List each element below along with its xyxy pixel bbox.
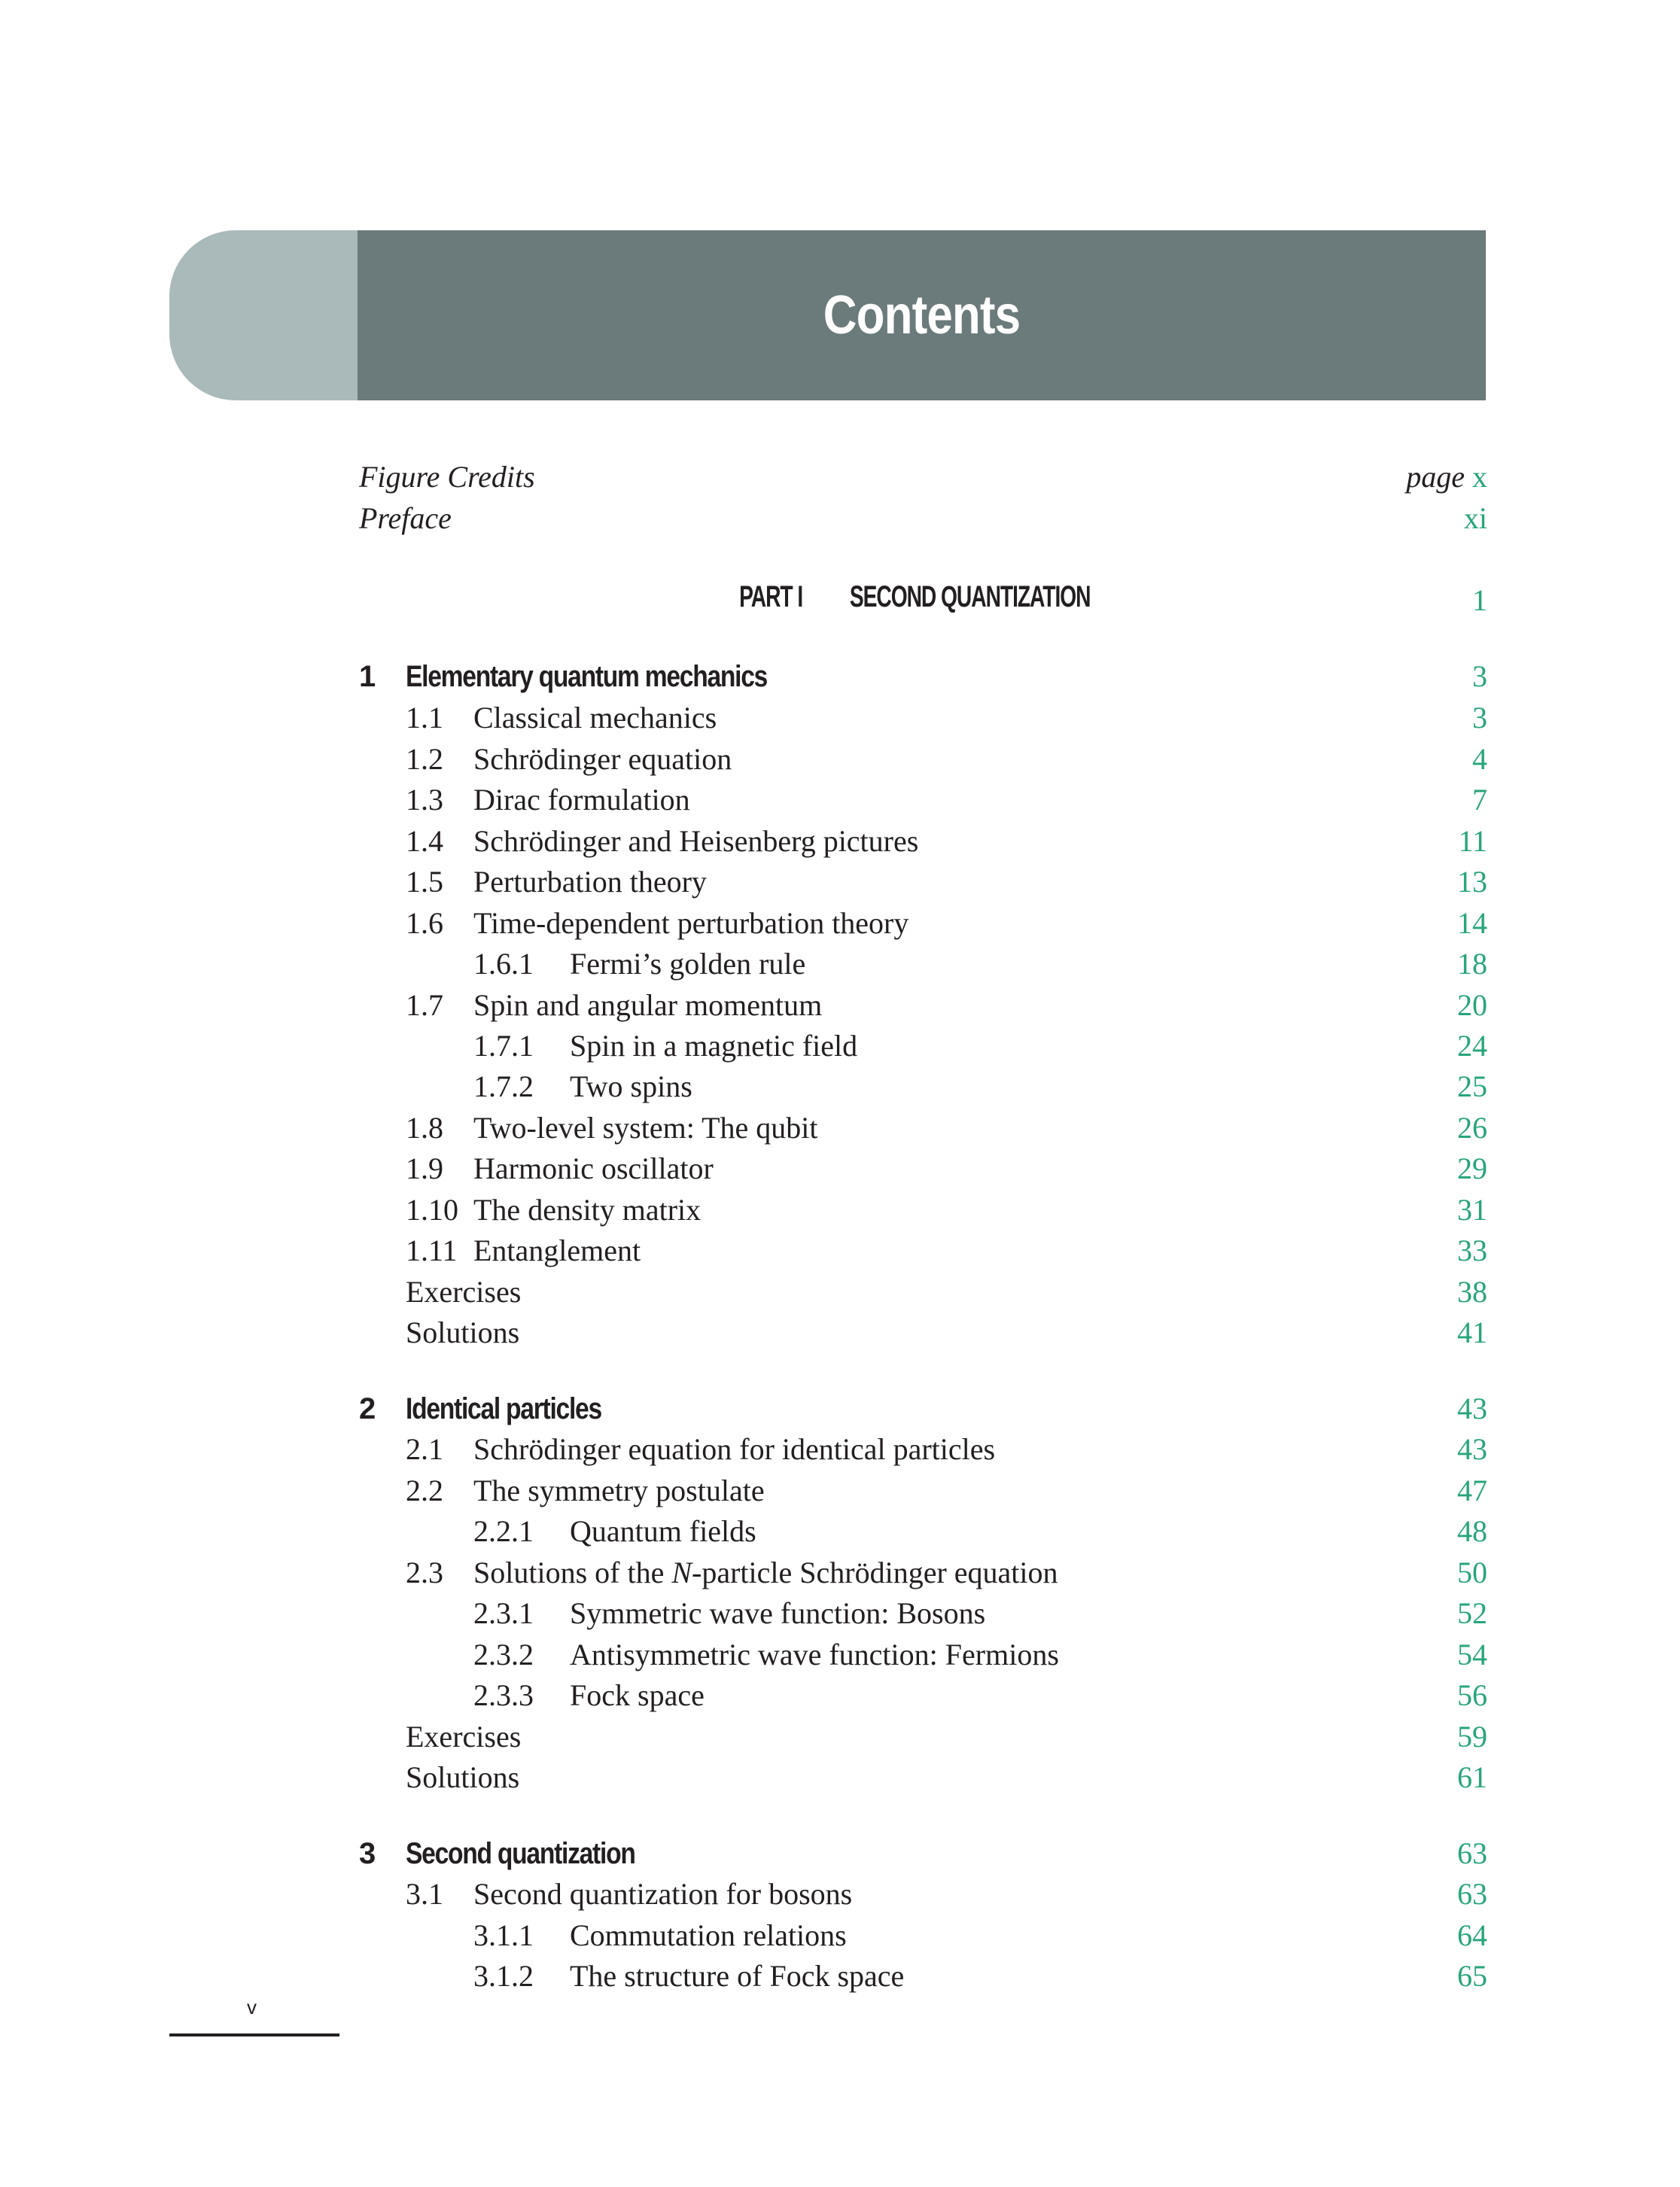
- exercises-title: Exercises: [406, 1720, 522, 1754]
- chapter-1-entry[interactable]: [359, 655, 1487, 698]
- section-title: Second quantization for bosons: [473, 1877, 853, 1911]
- toc-section[interactable]: [359, 697, 1487, 739]
- section-title: Time-dependent perturbation theory: [473, 906, 909, 940]
- subsection-number: 2.2.1: [473, 1514, 534, 1548]
- section-title: The symmetry postulate: [473, 1474, 765, 1507]
- subsection-title: Symmetric wave function: Bosons: [570, 1596, 986, 1630]
- subsection-title: Quantum fields: [570, 1514, 756, 1548]
- section-number: 2.2: [406, 1474, 443, 1507]
- solutions-page: 61: [1457, 1760, 1487, 1794]
- toc-section[interactable]: [359, 738, 1487, 780]
- subsection-page: 54: [1457, 1638, 1487, 1671]
- chapter-page: 3: [1472, 659, 1487, 693]
- section-number: 1.3: [406, 783, 443, 817]
- toc-section[interactable]: [359, 1873, 1487, 1915]
- chapter-number: 1: [359, 660, 376, 693]
- chapter-3-entry[interactable]: [359, 1833, 1487, 1875]
- section-page: 63: [1457, 1877, 1487, 1911]
- section-number: 1.8: [406, 1111, 443, 1145]
- section-title: Dirac formulation: [473, 783, 690, 817]
- subsection-page: 56: [1457, 1678, 1487, 1712]
- section-page: 43: [1457, 1432, 1487, 1466]
- subsection-page: 48: [1457, 1514, 1487, 1548]
- section-number: 1.5: [406, 865, 443, 899]
- section-number: 1.4: [406, 824, 443, 858]
- toc-section[interactable]: [359, 1107, 1487, 1149]
- chapter-title: Second quantization: [406, 1837, 635, 1870]
- section-number: 3.1: [406, 1877, 443, 1911]
- section-page: 13: [1457, 865, 1487, 899]
- section-number: 1.11: [406, 1233, 458, 1267]
- section-page: 31: [1457, 1193, 1487, 1227]
- section-title: Perturbation theory: [473, 865, 707, 899]
- page-title: Contents: [823, 285, 1021, 345]
- page-number-footer: v: [247, 1996, 257, 2018]
- toc-entry-preface[interactable]: [359, 497, 1487, 540]
- part-page: 1: [1472, 583, 1487, 617]
- section-title: Harmonic oscillator: [473, 1151, 714, 1185]
- section-number: 2.1: [406, 1432, 443, 1466]
- toc-subsection[interactable]: [359, 1674, 1487, 1717]
- subsection-page: 64: [1457, 1918, 1487, 1952]
- toc-entry-page: [1406, 456, 1487, 498]
- toc-subsection[interactable]: [359, 1634, 1487, 1676]
- toc-subsection[interactable]: [359, 1592, 1487, 1635]
- chapter-2-entry[interactable]: [359, 1388, 1487, 1430]
- part-page-row: [359, 579, 1487, 622]
- subsection-number: 2.3.2: [473, 1638, 534, 1671]
- subsection-title: Fock space: [570, 1678, 705, 1712]
- part-title: SECOND QUANTIZATION: [849, 580, 1091, 613]
- section-page: 26: [1457, 1111, 1487, 1145]
- section-page: 50: [1457, 1556, 1487, 1589]
- toc-section[interactable]: [359, 820, 1487, 862]
- section-title: Entanglement: [473, 1233, 641, 1267]
- subsection-title: Commutation relations: [570, 1918, 847, 1952]
- toc-section[interactable]: [359, 1189, 1487, 1231]
- toc-entry-title: Preface: [359, 501, 452, 535]
- toc-subsection[interactable]: [359, 943, 1487, 985]
- solutions-title: Solutions: [406, 1316, 520, 1349]
- section-title: The density matrix: [473, 1193, 702, 1227]
- page-number: x: [1472, 460, 1487, 494]
- subsection-page: 25: [1457, 1069, 1487, 1103]
- page-label: page: [1406, 460, 1465, 494]
- toc-solutions[interactable]: [359, 1312, 1487, 1354]
- toc-entry-page: xi: [1463, 501, 1487, 535]
- solutions-page: 41: [1457, 1316, 1487, 1349]
- subsection-number: 2.3.1: [473, 1596, 534, 1630]
- subsection-page: 18: [1457, 947, 1487, 981]
- chapter-page: 63: [1457, 1836, 1487, 1870]
- section-page: 29: [1457, 1151, 1487, 1185]
- subsection-number: 3.1.2: [473, 1959, 534, 1993]
- toc-subsection[interactable]: [359, 1510, 1487, 1553]
- subsection-number: 2.3.3: [473, 1678, 534, 1712]
- subsection-title: Spin in a magnetic field: [570, 1029, 858, 1063]
- subsection-title: Two spins: [570, 1069, 692, 1103]
- subsection-page: 65: [1457, 1959, 1487, 1993]
- section-page: 47: [1457, 1474, 1487, 1507]
- section-page: 3: [1472, 701, 1487, 735]
- exercises-page: 38: [1457, 1275, 1487, 1309]
- subsection-page: 24: [1457, 1029, 1487, 1063]
- subsection-number: 3.1.1: [473, 1918, 534, 1952]
- subsection-title: Fermi’s golden rule: [570, 947, 806, 981]
- subsection-number: 1.7.1: [473, 1029, 534, 1063]
- toc-exercises[interactable]: [359, 1716, 1487, 1758]
- toc-section[interactable]: [359, 1428, 1487, 1471]
- section-number: 1.1: [406, 701, 443, 735]
- section-page: 11: [1458, 824, 1487, 858]
- section-title: Schrödinger equation for identical particles: [473, 1432, 996, 1466]
- chapter-title: Elementary quantum mechanics: [406, 660, 768, 693]
- toc-section[interactable]: [359, 1230, 1487, 1272]
- toc-section[interactable]: [359, 1552, 1487, 1594]
- toc-subsection[interactable]: [359, 1955, 1487, 1997]
- section-title: Schrödinger and Heisenberg pictures: [473, 824, 919, 858]
- subsection-title: Antisymmetric wave function: Fermions: [570, 1638, 1059, 1671]
- section-title: Solutions of the N-particle Schrödinger equation: [473, 1556, 1058, 1589]
- toc-entry-title: Figure Credits: [359, 460, 535, 494]
- section-page: 33: [1457, 1233, 1487, 1267]
- section-number: 2.3: [406, 1556, 443, 1589]
- section-page: 14: [1457, 906, 1487, 940]
- section-number: 1.9: [406, 1151, 443, 1185]
- subsection-title: The structure of Fock space: [570, 1959, 905, 1993]
- footer-rule: [169, 2033, 339, 2036]
- section-page: 7: [1472, 783, 1487, 817]
- toc-section[interactable]: [359, 861, 1487, 903]
- toc-solutions[interactable]: [359, 1757, 1487, 1799]
- section-number: 1.6: [406, 906, 443, 940]
- toc-entry-figure-credits[interactable]: [359, 456, 1487, 498]
- section-title: Two-level system: The qubit: [473, 1111, 818, 1145]
- toc-section[interactable]: [359, 984, 1487, 1027]
- section-page: 20: [1457, 988, 1487, 1022]
- toc-section[interactable]: [359, 902, 1487, 944]
- math-variable-n: N: [671, 1556, 692, 1589]
- chapter-number: 2: [359, 1392, 376, 1425]
- section-number: 1.10: [406, 1193, 458, 1227]
- chapter-title: Identical particles: [406, 1392, 601, 1425]
- toc-section[interactable]: [359, 1148, 1487, 1190]
- toc-subsection[interactable]: [359, 1066, 1487, 1108]
- exercises-title: Exercises: [406, 1275, 522, 1309]
- toc-subsection[interactable]: [359, 1915, 1487, 1957]
- section-title: Spin and angular momentum: [473, 988, 823, 1022]
- subsection-number: 1.6.1: [473, 947, 534, 981]
- section-page: 4: [1472, 742, 1487, 776]
- toc-subsection[interactable]: [359, 1025, 1487, 1067]
- section-number: 1.2: [406, 742, 443, 776]
- part-label: PART I: [739, 580, 803, 613]
- toc-section[interactable]: [359, 1470, 1487, 1512]
- chapter-number: 3: [359, 1837, 376, 1870]
- subsection-page: 52: [1457, 1596, 1487, 1630]
- solutions-title: Solutions: [406, 1760, 520, 1794]
- toc-exercises[interactable]: [359, 1271, 1487, 1313]
- subsection-number: 1.7.2: [473, 1069, 534, 1103]
- section-number: 1.7: [406, 988, 443, 1022]
- section-title: Classical mechanics: [473, 701, 717, 735]
- chapter-page: 43: [1457, 1392, 1487, 1425]
- toc-section[interactable]: [359, 779, 1487, 821]
- exercises-page: 59: [1457, 1720, 1487, 1754]
- section-title: Schrödinger equation: [473, 742, 732, 776]
